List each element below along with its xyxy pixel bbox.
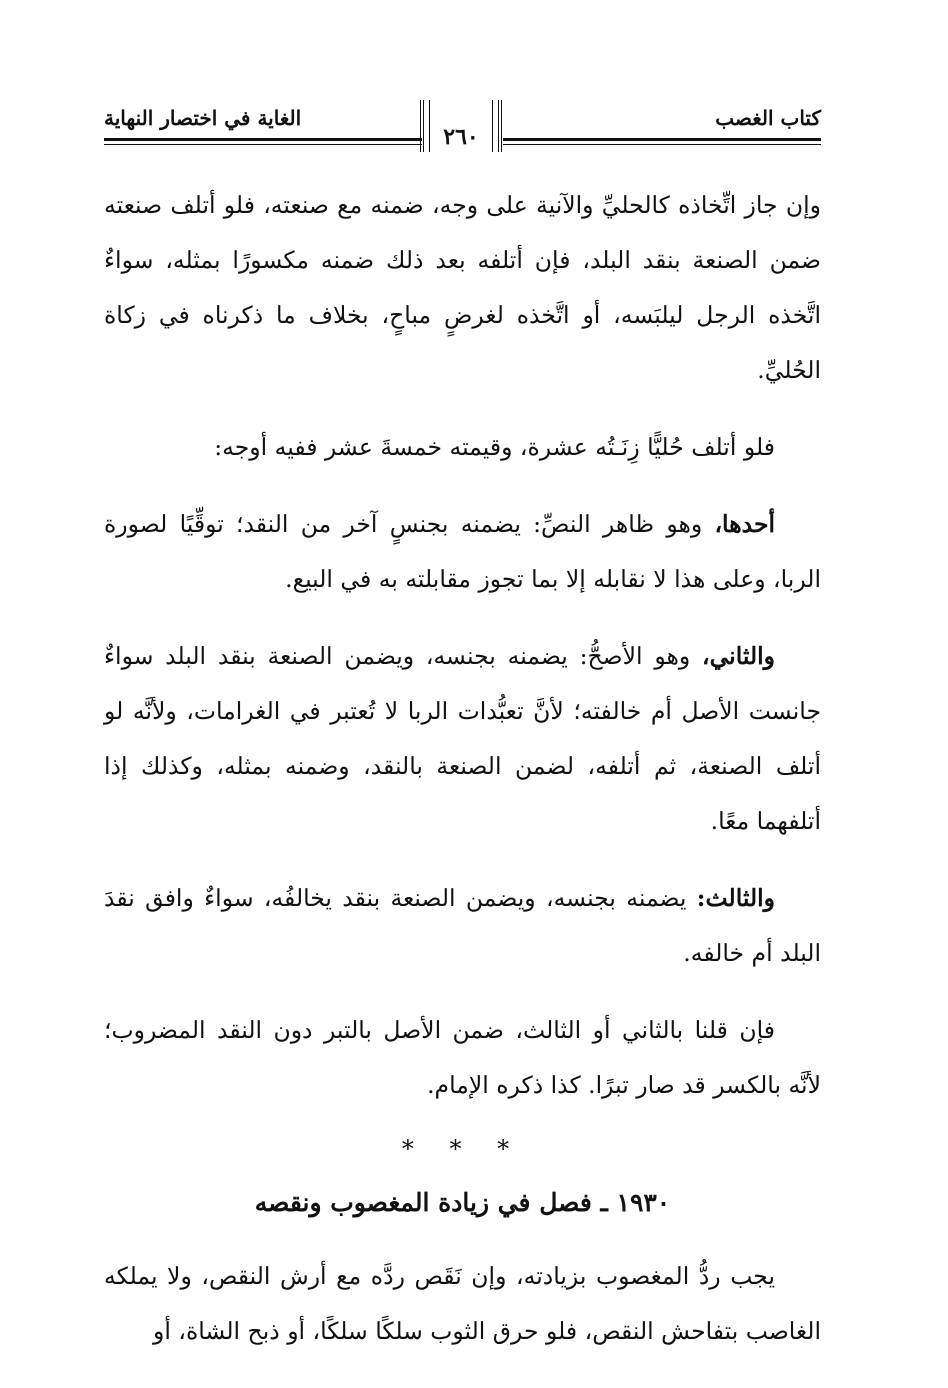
paragraph-conclusion (104, 1003, 821, 1113)
paragraph-third-view (104, 871, 821, 981)
paragraph-text: يضمنه بجنسه، ويضمن الصنعة بنقد يخالفُه، سواءٌ وافق نقدَ البلد أم خالفه. (104, 884, 821, 967)
paragraph-first-view (104, 497, 821, 607)
paragraph-second-view (104, 629, 821, 849)
paragraph-section-text (104, 1249, 821, 1359)
paragraph-text: وإن جاز اتِّخاذه كالحليِّ والآنية على وجه، ضمنه مع صنعته، فلو أتلف صنعته ضمن الصنعة بنقد البلد، فإن أتلفه بعد ذلك ضمنه مكسورًا بمثله، سواءٌ اتَّخذه الرجل ليلبَسه، أو اتَّخذه لغرضٍ مباحٍ، بخلاف ما ذكرناه في زكاة الحُليِّ. (104, 191, 821, 384)
header-rule-left-thin (104, 144, 422, 145)
paragraph-lead-word: والثالث: (696, 884, 775, 912)
paragraph-lead-word: أحدها، (714, 510, 775, 538)
page-number: ٢٦٠ (443, 124, 479, 150)
page-header (104, 98, 821, 150)
header-rule-left (104, 138, 422, 141)
paragraph-example (104, 420, 821, 475)
paragraph-text: وهو ظاهر النصِّ: يضمنه بجنسٍ آخر من النقد؛ توقِّيًا لصورة الربا، وعلى هذا لا نقابله إلا بما تجوز مقابلته به في البيع. (104, 510, 821, 593)
section-heading: ١٩٣٠ ـ فصل في زيادة المغصوب ونقصه (254, 1188, 671, 1217)
paragraph-text: فلو أتلف حُليًّا زِنَـتُه عشرة، وقيمته خمسةَ عشر ففيه أوجه: (214, 433, 775, 461)
paragraph-text: فإن قلنا بالثاني أو الثالث، ضمن الأصل بالتبر دون النقد المضروب؛ لأنَّه بالكسر قد صار تبرًا. كذا ذكره الإمام. (104, 1016, 821, 1099)
section-separator: * * * (401, 1135, 524, 1163)
running-head-chapter: كتاب الغصب (715, 106, 821, 130)
paragraph-lead-word: والثاني، (701, 642, 775, 670)
page-number-frame (420, 100, 502, 152)
paragraph-text: وهو الأصحُّ: يضمنه بجنسه، ويضمن الصنعة بنقد البلد سواءٌ جانست الأصل أم خالفته؛ لأنَّ تعبُّدات الربا لا تُعتبر في الغرامات، ولأنَّه لو أتلف الصنعة، ثم أتلفه، لضمن الصنعة بالنقد، وضمنه بمثله، وكذلك إذا أتلفهما معًا. (104, 642, 821, 835)
paragraph-text: يجب ردُّ المغصوب بزيادته، وإن نَقَص ردَّه مع أرش النقص، ولا يملكه الغاصب بتفاحش النقص، فلو حرق الثوب سلكًا سلكًا، أو ذبح الشاة، أو (104, 1262, 821, 1345)
header-rule-right (503, 138, 821, 141)
header-rule-right-thin (503, 144, 821, 145)
paragraph-jewelry-rule (104, 178, 821, 398)
page-body (104, 178, 821, 1381)
running-head-book-title: الغاية في اختصار النهاية (104, 106, 302, 130)
